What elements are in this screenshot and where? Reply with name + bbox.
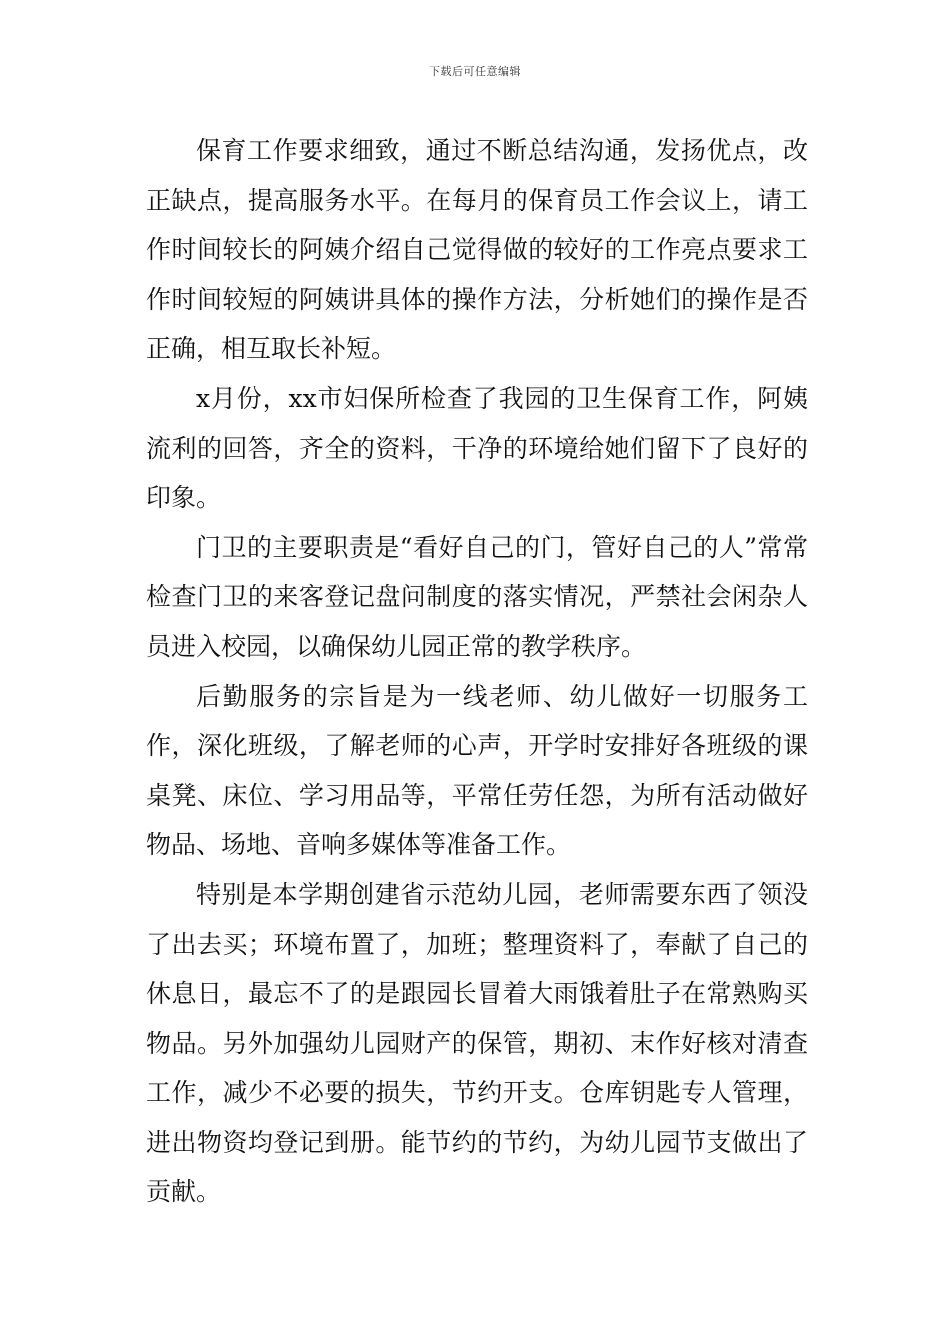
paragraph-logistics-service: 后勤服务的宗旨是为一线老师、幼儿做好一切服务工作，深化班级，了解老师的心声，开学时安排好各班级的课桌凳、床位、学习用品等，平常任劳任怨，为所有活动做好物品、场地、音响多媒体等准备工作。 [146, 681, 808, 860]
paragraph-health-inspection: x月份，xx市妇保所检查了我园的卫生保育工作，阿姨流利的回答，齐全的资料，干净的环境给她们留下了良好的印象。 [146, 383, 808, 513]
paragraph-childcare-work: 保育工作要求细致，通过不断总结沟通，发扬优点，改正缺点，提高服务水平。在每月的保育员工作会议上，请工作时间较长的阿姨介绍自己觉得做的较好的工作亮点要求工作时间较短的阿姨讲具体的操作方法，分析她们的操作是否正确，相互取长补短。 [146, 136, 808, 364]
paragraph-model-kindergarten: 特别是本学期创建省示范幼儿园，老师需要东西了领没了出去买；环境布置了，加班；整理资料了，奉献了自己的休息日，最忘不了的是跟园长冒着大雨饿着肚子在常熟购买物品。另外加强幼儿园财产的保管，期初、末作好核对清查工作，减少不必要的损失，节约开支。仓库钥匙专人管理，进出物资均登记到册。能节约的节约，为幼儿园节支做出了贡献。 [146, 879, 808, 1207]
paragraph-gatekeeper-duties: 门卫的主要职责是“看好自己的门，管好自己的人”常常检查门卫的来客登记盘问制度的落实情况，严禁社会闲杂人员进入校园，以确保幼儿园正常的教学秩序。 [146, 532, 808, 661]
document-body [146, 126, 808, 1217]
page-header: 下载后可任意编辑 [429, 65, 521, 78]
